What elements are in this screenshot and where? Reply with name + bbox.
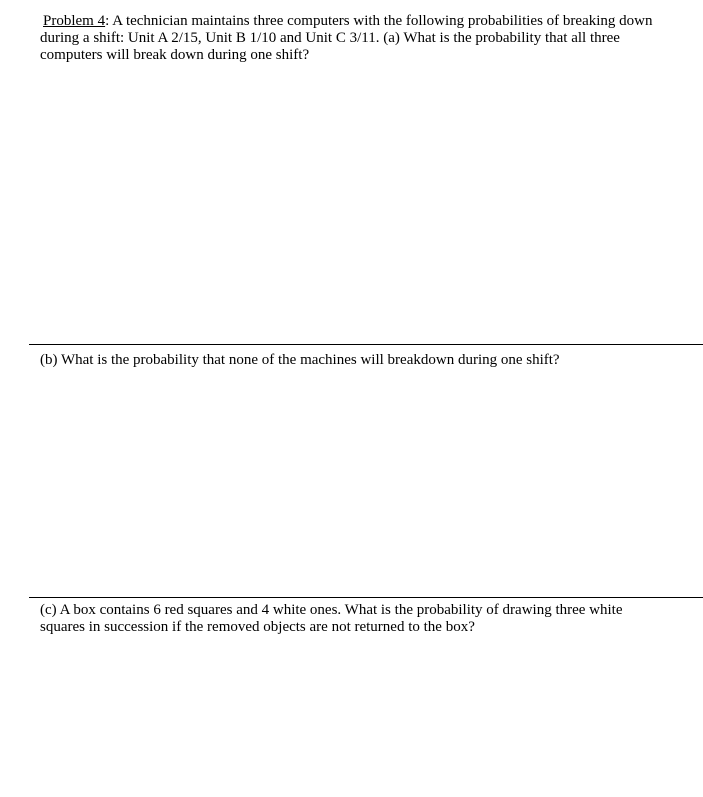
problem-part-b <box>40 352 665 369</box>
problem-part-b-text: (b) What is the probability that none of the machines will breakdown during one shift? <box>40 352 560 368</box>
section-divider-2 <box>29 597 703 598</box>
problem-part-a <box>40 13 665 64</box>
problem-part-c <box>40 602 665 636</box>
problem-heading-colon: : <box>105 13 110 29</box>
problem-heading: Problem 4 <box>43 13 106 29</box>
problem-part-a-text: A technician maintains three computers with the following probabilities of breaking down during a shift: Unit A 2/15, Unit B 1/10 and Unit C 3/11. (a) What is the probability that all three computers will break down during one shift? <box>40 13 653 63</box>
problem-part-c-text: (c) A box contains 6 red squares and 4 white ones. What is the probability of drawing three white squares in succession if the removed objects are not returned to the box? <box>40 602 623 635</box>
section-divider-1 <box>29 344 703 345</box>
